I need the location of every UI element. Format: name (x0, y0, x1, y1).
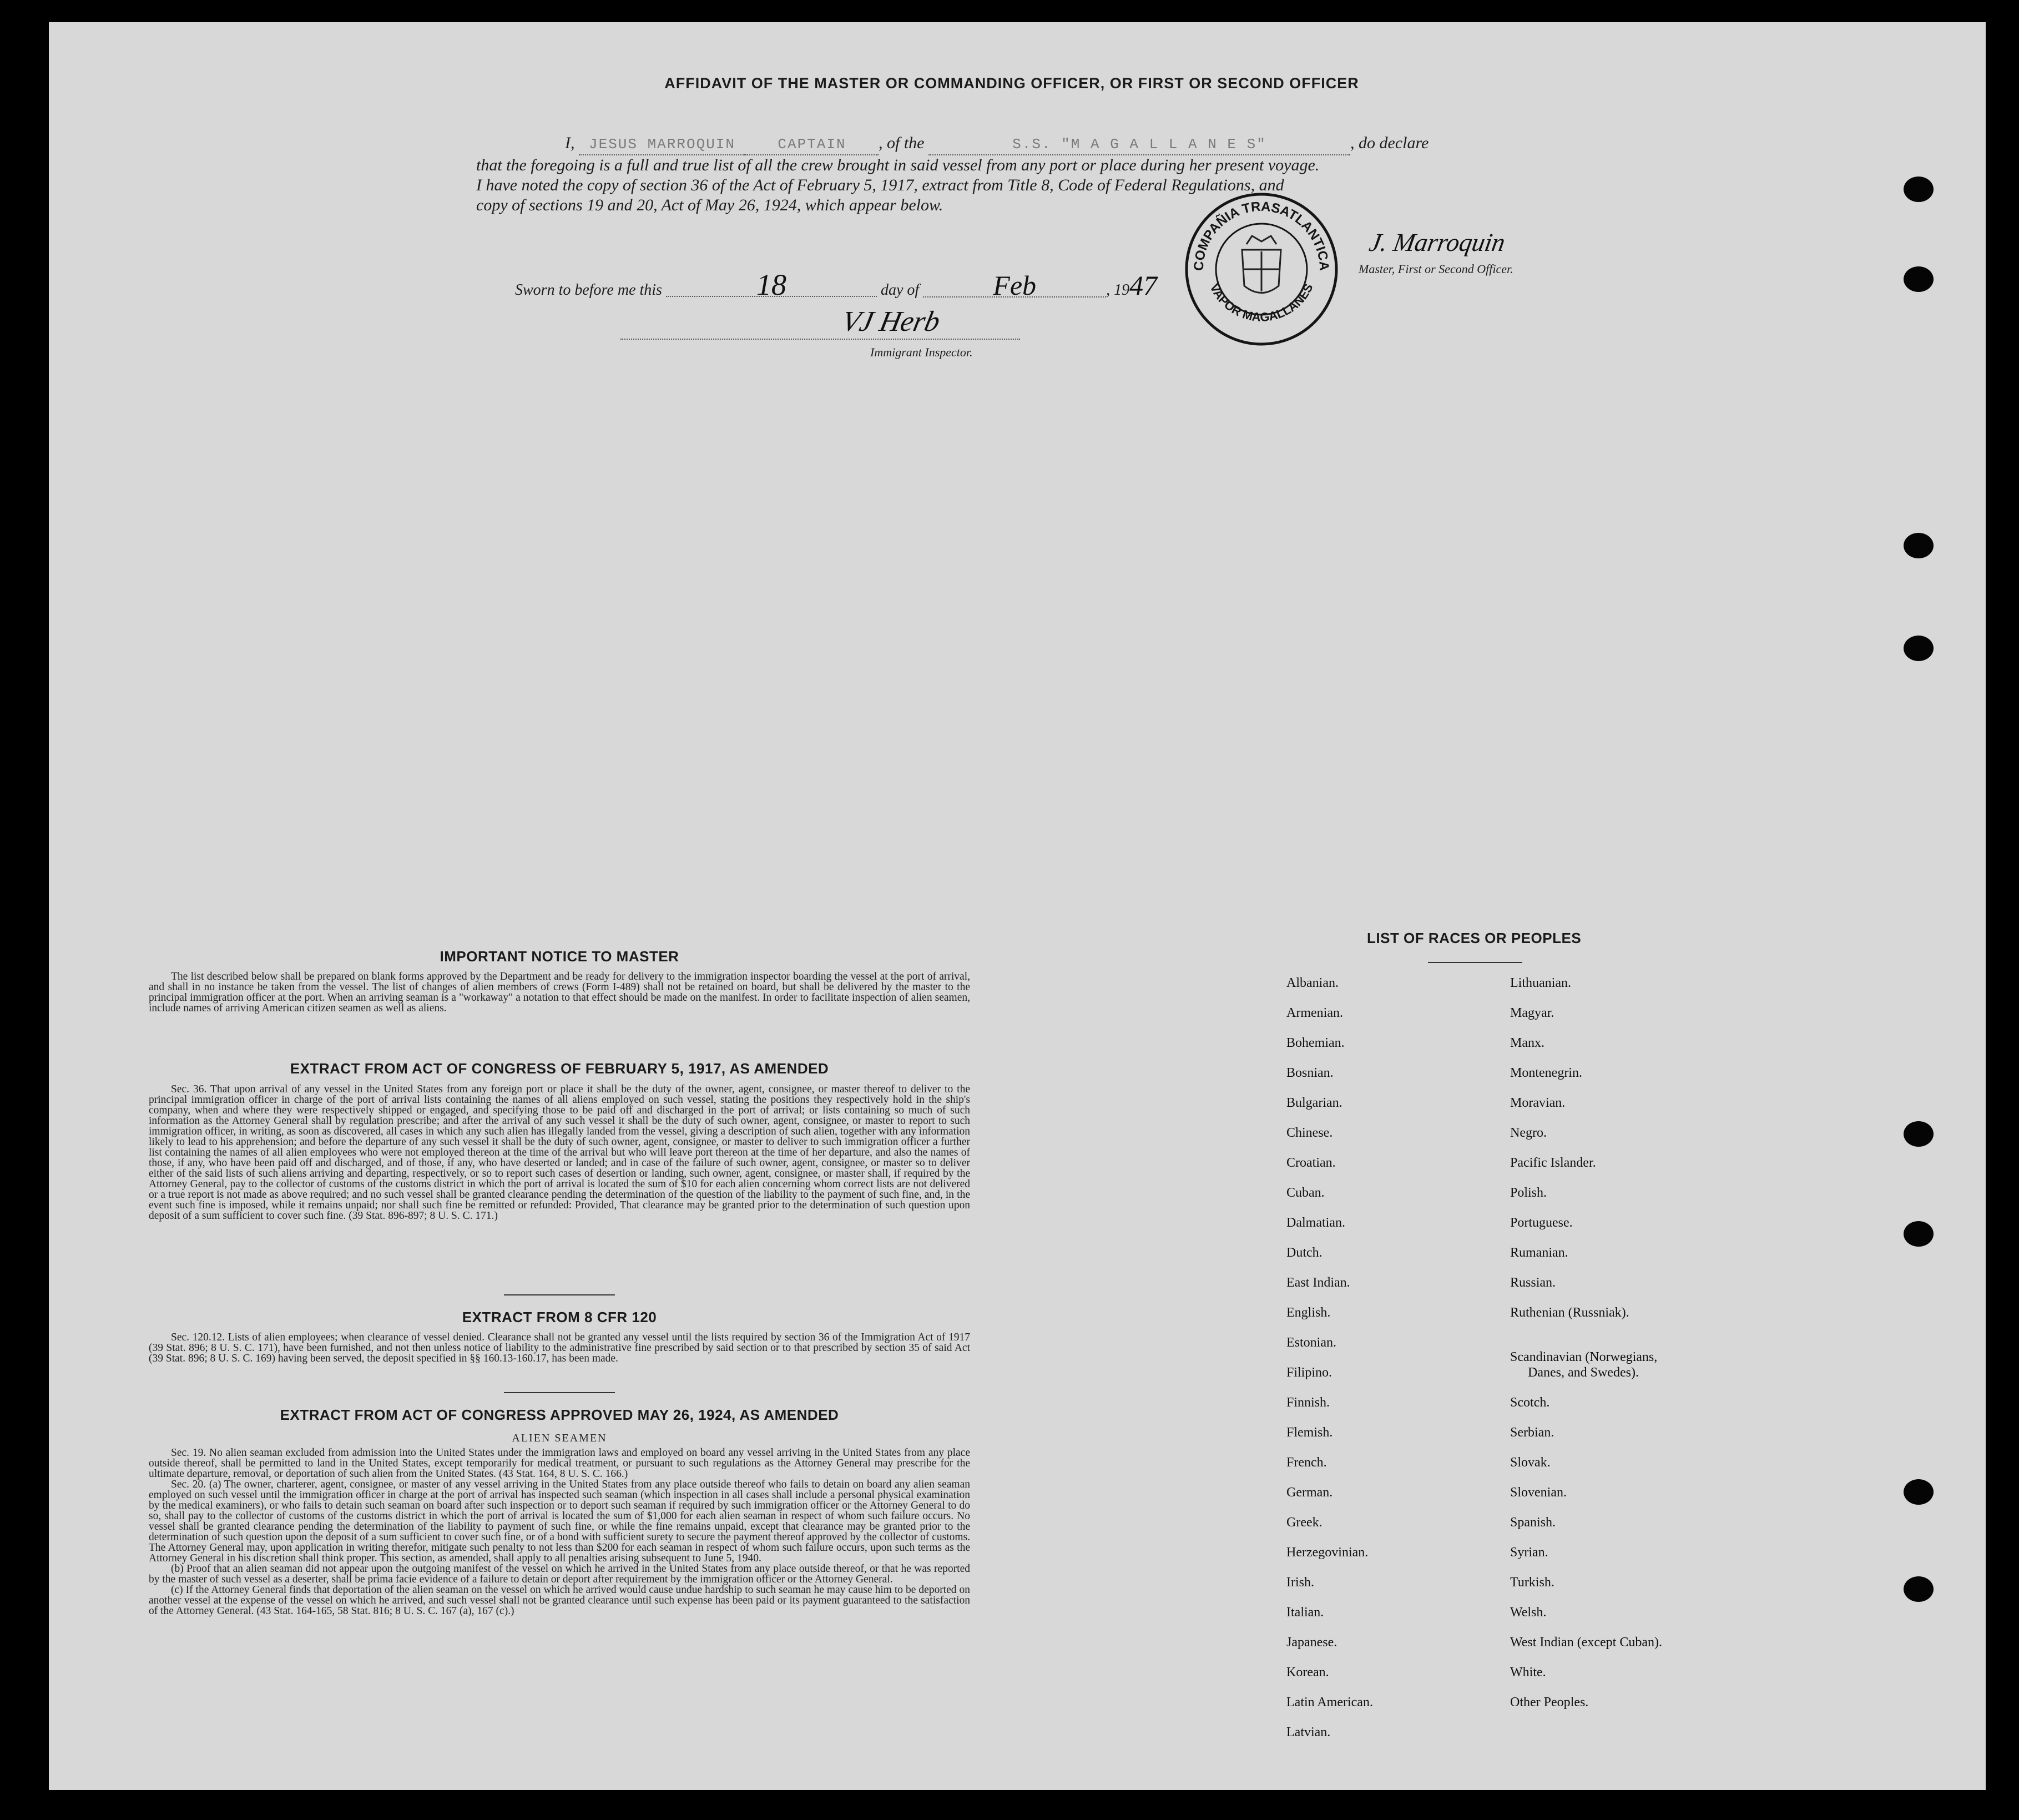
race-item: Bohemian. (1286, 1036, 1345, 1050)
race-item: Turkish. (1510, 1575, 1554, 1590)
vessel-name: S.S. "M A G A L L A N E S" (928, 134, 1350, 155)
race-item: Armenian. (1286, 1006, 1343, 1020)
punch-hole (1904, 1121, 1934, 1147)
punch-hole (1904, 266, 1934, 292)
race-item: Flemish. (1286, 1425, 1333, 1440)
race-item: Portuguese. (1510, 1216, 1573, 1230)
race-item: Negro. (1510, 1126, 1547, 1140)
races-left-column (1286, 976, 1373, 1755)
punch-hole (1904, 1479, 1934, 1505)
races-right-column (1510, 976, 1662, 1725)
race-item: Greek. (1286, 1515, 1323, 1530)
master-name: JESUS MARROQUIN (579, 134, 745, 155)
race-item: Montenegrin. (1510, 1066, 1582, 1080)
affidavit-title: AFFIDAVIT OF THE MASTER OR COMMANDING OFFICER, OR FIRST OR SECOND OFFICER (664, 75, 1359, 92)
race-item: Irish. (1286, 1575, 1314, 1590)
extract-1917-title: EXTRACT FROM ACT OF CONGRESS OF FEBRUARY 5, 1917, AS AMENDED (290, 1060, 829, 1077)
stamp-bottom-text: VAPOR MAGALLANES (1207, 281, 1316, 325)
extract-1924-paragraph: (c) If the Attorney General finds that deportation of the alien seaman on the vessel on which he arrived would cause undue hardship to such seaman he may cause him to be deported on another vessel at the expense of the vessel on which he arrived, and such vessel shall not be granted clearance until such expense has been paid or its payment guaranteed to the satisfaction of the Attorney General. (43 Stat. 164-165, 58 Stat. 816; 8 U. S. C. 167 (a), 167 (c).) (149, 1584, 970, 1617)
punch-hole (1904, 177, 1934, 202)
master-caption: Master, First or Second Officer. (1359, 262, 1513, 276)
race-item: East Indian. (1286, 1275, 1350, 1290)
race-item: Scotch. (1510, 1395, 1550, 1410)
affidavit-line-4: copy of sections 19 and 20, Act of May 26, 1924, which appear below. (476, 196, 943, 214)
punch-hole (1904, 636, 1934, 661)
race-item: Latvian. (1286, 1725, 1331, 1740)
extract-8cfr-text: Sec. 120.12. Lists of alien employees; when clearance of vessel denied. Clearance shall not be granted any vessel until the lists required by section 36 of the Immigration Act of 1917 (39 Stat. 896; 8 U. S. C. 171), have been furnished, and not then unless notice of liability to the administrative fine prescribed by said section or to that prescribed by section 35 of said Act (39 Stat. 896; 8 U. S. C. 169) having been served, the deposit specified in §§ 160.13-160.17, has been made. (149, 1332, 970, 1364)
race-item: Bosnian. (1286, 1066, 1334, 1080)
race-item: Korean. (1286, 1665, 1329, 1680)
race-item: Manx. (1510, 1036, 1544, 1050)
race-item: Moravian. (1510, 1096, 1566, 1110)
divider (504, 1392, 615, 1393)
race-item: Pacific Islander. (1510, 1156, 1596, 1170)
inspector-signature: VJ Herb (839, 306, 943, 337)
affidavit-line-2: that the foregoing is a full and true list of all the crew brought in said vessel from any port or place during her present voyage. (476, 156, 1320, 174)
stamp-seal-icon (1181, 186, 1342, 347)
notice-title: IMPORTANT NOTICE TO MASTER (440, 948, 679, 965)
notice-text: The list described below shall be prepared on blank forms approved by the Department and be ready for delivery to the immigration inspector boarding the vessel at the port of arrival, and shall in no instance be taken from the vessel. The list of changes of alien members of crews (Form I-489) shall not be retained on board, but shall be delivered by the master to the principal immigration officer at the port. When an arriving seaman is a "workaway" a notation to that effect should be made on the manifest. In order to facilitate inspection of alien seamen, include names of arriving American citizen seamen as well as aliens. (149, 971, 970, 1014)
race-item: Dutch. (1286, 1246, 1323, 1260)
race-item: Albanian. (1286, 976, 1339, 990)
race-item: Finnish. (1286, 1395, 1330, 1410)
race-item: Welsh. (1510, 1605, 1547, 1620)
sworn-year: 47 (1129, 270, 1158, 301)
race-item: West Indian (except Cuban). (1510, 1635, 1662, 1650)
divider (1428, 962, 1522, 963)
extract-1924-paragraph: Sec. 20. (a) The owner, charterer, agent, consignee, or master of any vessel arriving in the United States from any place outside thereof who fails to detain on board any alien seaman employed on such vessel until the immigration officer in charge at the port of arrival has inspected such seaman (which inspection in all cases shall include a personal physical examination by the medical examiners), or who fails to detain such seaman on board after such inspection or to deport such seaman if required by such immigration officer or the Attorney General to do so, shall pay to the collector of customs of the customs district in which the port of arrival is located the sum of $1,000 for each alien seaman in respect of whom such failure occurs. No vessel shall be granted clearance pending the determination of the liability to payment of such fine, or while the fine remains unpaid, except that clearance may be granted prior to the determination of such question upon the deposit of a sum sufficient to cover such fine, or of a bond with sufficient surety to secure the payment thereof approved by the collector of customs. The Attorney General may, upon application in writing therefor, mitigate such penalty to not less than $200 for each seaman in respect of whom such failure occurs, upon such terms as the Attorney General in his discretion shall think proper. This section, as amended, shall apply to all penalties arising subsequent to June 5, 1940. (149, 1479, 970, 1564)
punch-hole (1904, 533, 1934, 558)
ship-stamp (1181, 186, 1342, 347)
extract-1917-text: Sec. 36. That upon arrival of any vessel in the United States from any foreign port or place it shall be the duty of the owner, agent, consignee, or master thereof to deliver to the principal immigration officer in charge of the port of arrival lists containing the names of all aliens employed on such vessel, stating the positions they respectively hold in the ship's company, when and where they were respectively shipped or engaged, and specifying those to be paid off and discharged in the port of arrival; or lists containing so much of such information as the Attorney General shall by regulation prescribe; and after the arrival of any such vessel it shall be the duty of such owner, agent, consignee, or master to report to such immigration officer, in writing, as soon as discovered, all cases in which any such alien has illegally landed from the vessel, giving a description of such alien, together with any information likely to lead to his apprehension; and before the departure of any such vessel it shall be the duty of such owner, agent, consignee, or master to deliver to such immigration officer a further list containing the names of all alien employees who were not employed thereon at the time of the arrival but who will leave port thereon at the time of her departure, and also the names of those, if any, who have been paid off and discharged, and of those, if any, who have deserted or landed; and in case of the failure of such owner, agent, consignee, or master so to deliver either of the said lists of such aliens arriving and departing, respectively, or so to report such cases of desertion or landing, such owner, agent, consignee, or master shall, if required by the Attorney General, pay to the collector of customs of the customs district in which the port of arrival is located the sum of $10 for each alien concerning whom correct lists are not delivered or a true report is not made as above required; and no such vessel shall be granted clearance pending the determination of the question of the liability to the payment of such fine, and, in the event such fine is imposed, while it remains unpaid; nor shall such fine be remitted or refunded: Provided, That clearance may be granted prior to the determination of such question upon deposit of a sum sufficient to cover such fine. (39 Stat. 896-897; 8 U. S. C. 171.) (149, 1083, 970, 1222)
race-item: Slovenian. (1510, 1485, 1567, 1500)
race-item: Magyar. (1510, 1006, 1554, 1020)
race-item: English. (1286, 1305, 1331, 1320)
extract-8cfr-title: EXTRACT FROM 8 CFR 120 (462, 1309, 657, 1325)
race-item: Other Peoples. (1510, 1695, 1589, 1710)
sworn-month: Feb (923, 274, 1106, 298)
stamp-top-text: COMPAÑIA TRASATLANTICA (1191, 199, 1332, 271)
race-item: Syrian. (1510, 1545, 1548, 1560)
sworn-day: 18 (666, 274, 877, 297)
race-item: Rumanian. (1510, 1246, 1568, 1260)
inspector-signature-line (620, 339, 1020, 340)
extract-1924-subtitle: ALIEN SEAMEN (512, 1432, 607, 1444)
race-item: Slovak. (1510, 1455, 1551, 1470)
race-item: Croatian. (1286, 1156, 1336, 1170)
race-item: Italian. (1286, 1605, 1324, 1620)
race-item: Spanish. (1510, 1515, 1556, 1530)
race-item: German. (1286, 1485, 1333, 1500)
extract-1924-title: EXTRACT FROM ACT OF CONGRESS APPROVED MAY 26, 1924, AS AMENDED (280, 1406, 839, 1423)
race-item: Danes, and Swedes). (1528, 1365, 1639, 1380)
race-item: French. (1286, 1455, 1327, 1470)
affidavit-body (476, 133, 1564, 215)
master-rank: CAPTAIN (745, 134, 879, 155)
affidavit-line-1: I, JESUS MARROQUIN CAPTAIN , of the S.S. "M A G A L L A N E S" , do declare (476, 133, 1564, 155)
master-signature: J. Marroquin (1367, 228, 1508, 256)
race-item: Latin American. (1286, 1695, 1373, 1710)
divider (504, 1294, 615, 1295)
punch-hole (1904, 1576, 1934, 1602)
races-title: LIST OF RACES OR PEOPLES (1367, 930, 1582, 946)
inspector-caption: Immigrant Inspector. (870, 345, 973, 359)
document-page (49, 22, 1986, 1790)
race-item: Cuban. (1286, 1186, 1325, 1200)
race-item: Dalmatian. (1286, 1216, 1345, 1230)
race-item: Ruthenian (Russniak). (1510, 1305, 1629, 1320)
extract-1924-paragraph: Sec. 19. No alien seaman excluded from admission into the United States under the immigration laws and employed on board any vessel arriving in the United States from any place outside thereof, shall be permitted to land in the United States, except temporarily for medical treatment, or pursuant to such regulations as the Attorney General may prescribe for the ultimate departure, removal, or deportation of such alien from the United States. (43 Stat. 164, 8 U. S. C. 166.) (149, 1447, 970, 1480)
race-item: Bulgarian. (1286, 1096, 1342, 1110)
affidavit-line-3: I have noted the copy of section 36 of the Act of February 5, 1917, extract from Title 8, Code of Federal Regulations, and (476, 176, 1284, 194)
race-item: Lithuanian. (1510, 976, 1571, 990)
race-item: Filipino. (1286, 1365, 1332, 1380)
extract-1924-paragraph: (b) Proof that an alien seaman did not appear upon the outgoing manifest of the vessel on which he arrived in the United States from any place outside thereof, or that he was reported by the master of such vessel as a deserter, shall be prima facie evidence of a failure to detain or deport after requirement by the immigration officer or the Attorney General. (149, 1563, 970, 1585)
race-item: Estonian. (1286, 1335, 1336, 1350)
race-item: Serbian. (1510, 1425, 1554, 1440)
race-item: Polish. (1510, 1186, 1547, 1200)
sworn-line: Sworn to before me this 18 day of Feb , 1947 (515, 268, 1158, 301)
race-item: White. (1510, 1665, 1546, 1680)
race-item: Scandinavian (Norwegians, (1510, 1350, 1658, 1364)
race-item: Chinese. (1286, 1126, 1333, 1140)
race-item: Japanese. (1286, 1635, 1337, 1650)
race-item: Herzegovinian. (1286, 1545, 1369, 1560)
race-item: Russian. (1510, 1275, 1556, 1290)
punch-hole (1904, 1221, 1934, 1247)
extract-1924-text (149, 1448, 970, 1616)
